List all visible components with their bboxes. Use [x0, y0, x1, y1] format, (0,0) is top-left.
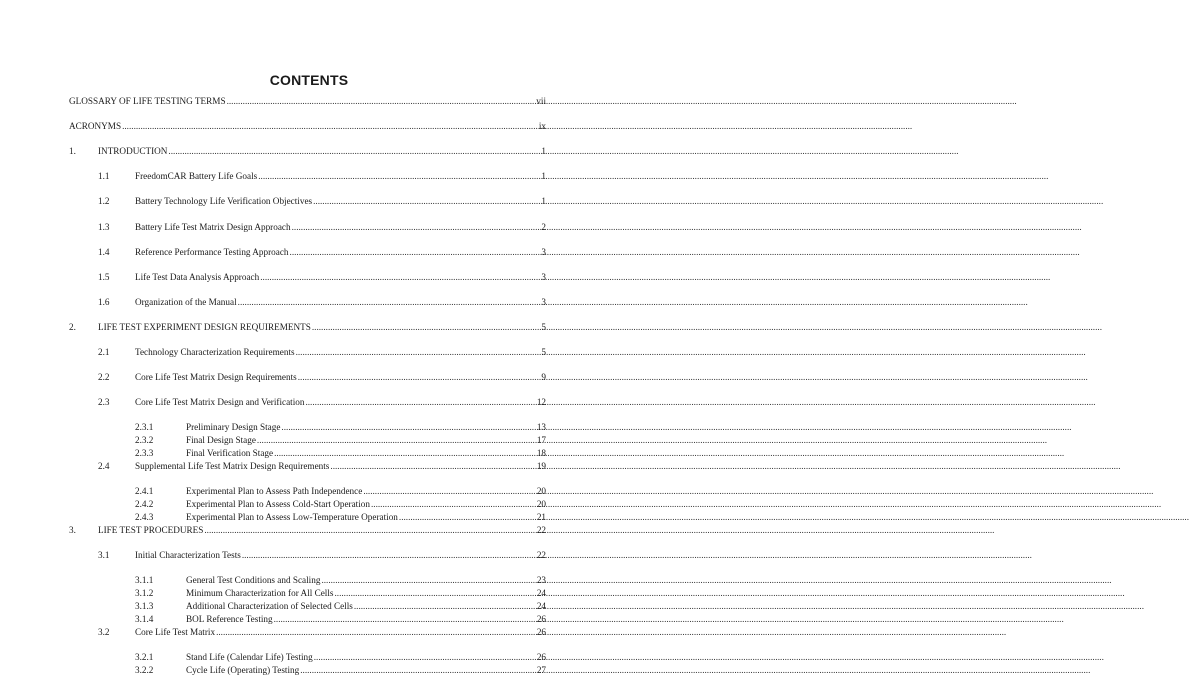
- toc-entry-number: 1.1: [98, 171, 110, 181]
- toc-entry-number: 2.4: [98, 461, 110, 471]
- toc-entry-page: ix: [538, 121, 546, 131]
- toc-entry-title: INTRODUCTION: [98, 146, 168, 156]
- toc-entry-title: Additional Characterization of Selected Cells: [186, 601, 353, 611]
- toc-entry-page: 1: [541, 196, 546, 206]
- toc-entry-page: 17: [536, 435, 546, 445]
- dot-leader: [321, 574, 535, 587]
- page-heading: CONTENTS: [269, 72, 349, 88]
- toc-entry-number: 2.1: [98, 347, 110, 357]
- toc-entry-number: 3.1.4: [135, 614, 154, 624]
- dot-leader: [227, 95, 536, 108]
- dot-leader: [216, 626, 536, 639]
- toc-entry-number: 2.4.2: [135, 499, 154, 509]
- toc-entry-number: 2.4.3: [135, 512, 154, 522]
- toc-entry-number: 1.6: [98, 297, 110, 307]
- toc-entry-page: 3: [541, 297, 546, 307]
- dot-leader: [281, 421, 535, 434]
- toc-entry-number: 2.4.1: [135, 486, 154, 496]
- toc-entry-page: 18: [536, 448, 546, 458]
- toc-entry-number: 3.1: [98, 550, 110, 560]
- dot-leader: [314, 651, 536, 664]
- toc-entry-title: Experimental Plan to Assess Path Independence: [186, 486, 363, 496]
- toc-entry-page: 23: [536, 575, 546, 585]
- toc-entry-title: General Test Conditions and Scaling: [186, 575, 321, 585]
- toc-entry-title: GLOSSARY OF LIFE TESTING TERMS: [69, 96, 226, 106]
- toc-entry-title: Core Life Test Matrix: [135, 627, 216, 637]
- toc-entry-title: Supplemental Life Test Matrix Design Requirements: [135, 461, 330, 471]
- toc-entry-title: Battery Life Test Matrix Design Approach: [135, 222, 291, 232]
- toc-entry-number: 3.2: [98, 627, 110, 637]
- toc-entry-number: 1.3: [98, 222, 110, 232]
- toc-entry-page: 2: [541, 222, 546, 232]
- toc-entry-page: 19: [536, 461, 546, 471]
- dot-leader: [274, 613, 536, 626]
- dot-leader: [168, 145, 540, 158]
- dot-leader: [242, 549, 536, 562]
- dot-leader: [238, 296, 541, 309]
- toc-entry-title: Final Verification Stage: [186, 448, 274, 458]
- toc-entry-number: 3.: [69, 525, 76, 535]
- dot-leader: [300, 664, 536, 677]
- toc-entry-page: 24: [536, 601, 546, 611]
- toc-entry-page: 3: [541, 272, 546, 282]
- toc-entry-title: Reference Performance Testing Approach: [135, 247, 289, 257]
- dot-leader: [257, 434, 536, 447]
- toc-entry-title: Experimental Plan to Assess Low-Temperature Operation: [186, 512, 398, 522]
- toc-entry-title: LIFE TEST PROCEDURES: [98, 525, 204, 535]
- dot-leader: [354, 600, 536, 613]
- toc-entry-page: 21: [536, 512, 546, 522]
- dot-leader: [330, 460, 535, 473]
- toc-entry-page: 27: [536, 665, 546, 675]
- toc-entry-title: Battery Technology Life Verification Objectives: [135, 196, 313, 206]
- dot-leader: [363, 485, 536, 498]
- toc-entry-page: 26: [536, 627, 546, 637]
- toc-entry-page: 12: [536, 397, 546, 407]
- dot-leader: [371, 498, 536, 511]
- toc-entry-title: Experimental Plan to Assess Cold-Start Operation: [186, 499, 370, 509]
- toc-entry-number: 3.1.2: [135, 588, 154, 598]
- dot-leader: [292, 221, 541, 234]
- toc-entry-number: 3.2.1: [135, 652, 154, 662]
- toc-entry-number: 3.1.3: [135, 601, 154, 611]
- toc-entry-number: 2.3.1: [135, 422, 154, 432]
- toc-entry-number: 1.: [69, 146, 76, 156]
- toc-entry-page: 13: [536, 422, 546, 432]
- toc-entry-title: Technology Characterization Requirements: [135, 347, 295, 357]
- dot-leader: [258, 170, 540, 183]
- toc-entry-number: 3.2.2: [135, 665, 154, 675]
- dot-leader: [296, 346, 541, 359]
- dot-leader: [290, 246, 541, 259]
- dot-leader: [334, 587, 535, 600]
- dot-leader: [305, 396, 535, 409]
- toc-entry-title: ACRONYMS: [69, 121, 122, 131]
- toc-entry-title: Life Test Data Analysis Approach: [135, 272, 260, 282]
- toc-entry-number: 2.3.2: [135, 435, 154, 445]
- toc-entry-number: 1.5: [98, 272, 110, 282]
- toc-entry-page: 9: [541, 372, 546, 382]
- toc-entry-title: Core Life Test Matrix Design and Verification: [135, 397, 305, 407]
- toc-entry-page: 20: [536, 486, 546, 496]
- toc-entry-title: Cycle Life (Operating) Testing: [186, 665, 300, 675]
- toc-entry-title: Core Life Test Matrix Design Requirements: [135, 372, 297, 382]
- toc-entry-number: 3.1.1: [135, 575, 154, 585]
- toc-entry-page: 26: [536, 614, 546, 624]
- dot-leader: [260, 271, 540, 284]
- toc-entry-title: FreedomCAR Battery Life Goals: [135, 171, 258, 181]
- dot-leader: [313, 195, 540, 208]
- toc-entry-title: Stand Life (Calendar Life) Testing: [186, 652, 313, 662]
- toc-entry-page: 20: [536, 499, 546, 509]
- dot-leader: [274, 447, 536, 460]
- toc-entry-title: Organization of the Manual: [135, 297, 237, 307]
- toc-entry-title: Final Design Stage: [186, 435, 256, 445]
- toc-entry-number: 1.4: [98, 247, 110, 257]
- toc-entry-title: Preliminary Design Stage: [186, 422, 281, 432]
- toc-entry-page: 5: [541, 347, 546, 357]
- toc-entry-number: 2.2: [98, 372, 110, 382]
- dot-leader: [122, 120, 538, 133]
- toc-entry-title: BOL Reference Testing: [186, 614, 273, 624]
- toc-entry-page: 22: [536, 550, 546, 560]
- toc-entry-title: Initial Characterization Tests: [135, 550, 241, 560]
- toc-entry-page: 26: [536, 652, 546, 662]
- toc-entry-page: 5: [541, 322, 546, 332]
- toc-entry-page: 1: [541, 146, 546, 156]
- dot-leader: [204, 524, 535, 537]
- toc-entry-page: 3: [541, 247, 546, 257]
- toc-entry-page: 22: [536, 525, 546, 535]
- toc-entry-page: vii: [536, 96, 546, 106]
- dot-leader: [312, 321, 541, 334]
- toc-entry-page: 1: [541, 171, 546, 181]
- toc-entry-title: LIFE TEST EXPERIMENT DESIGN REQUIREMENTS: [98, 322, 311, 332]
- toc-entry-page: 24: [536, 588, 546, 598]
- dot-leader: [399, 511, 536, 524]
- toc-entry-number: 1.2: [98, 196, 110, 206]
- toc-entry-number: 2.3.3: [135, 448, 154, 458]
- toc-entry-number: 2.3: [98, 397, 110, 407]
- toc-entry-title: Minimum Characterization for All Cells: [186, 588, 334, 598]
- dot-leader: [298, 371, 541, 384]
- toc-entry-number: 2.: [69, 322, 76, 332]
